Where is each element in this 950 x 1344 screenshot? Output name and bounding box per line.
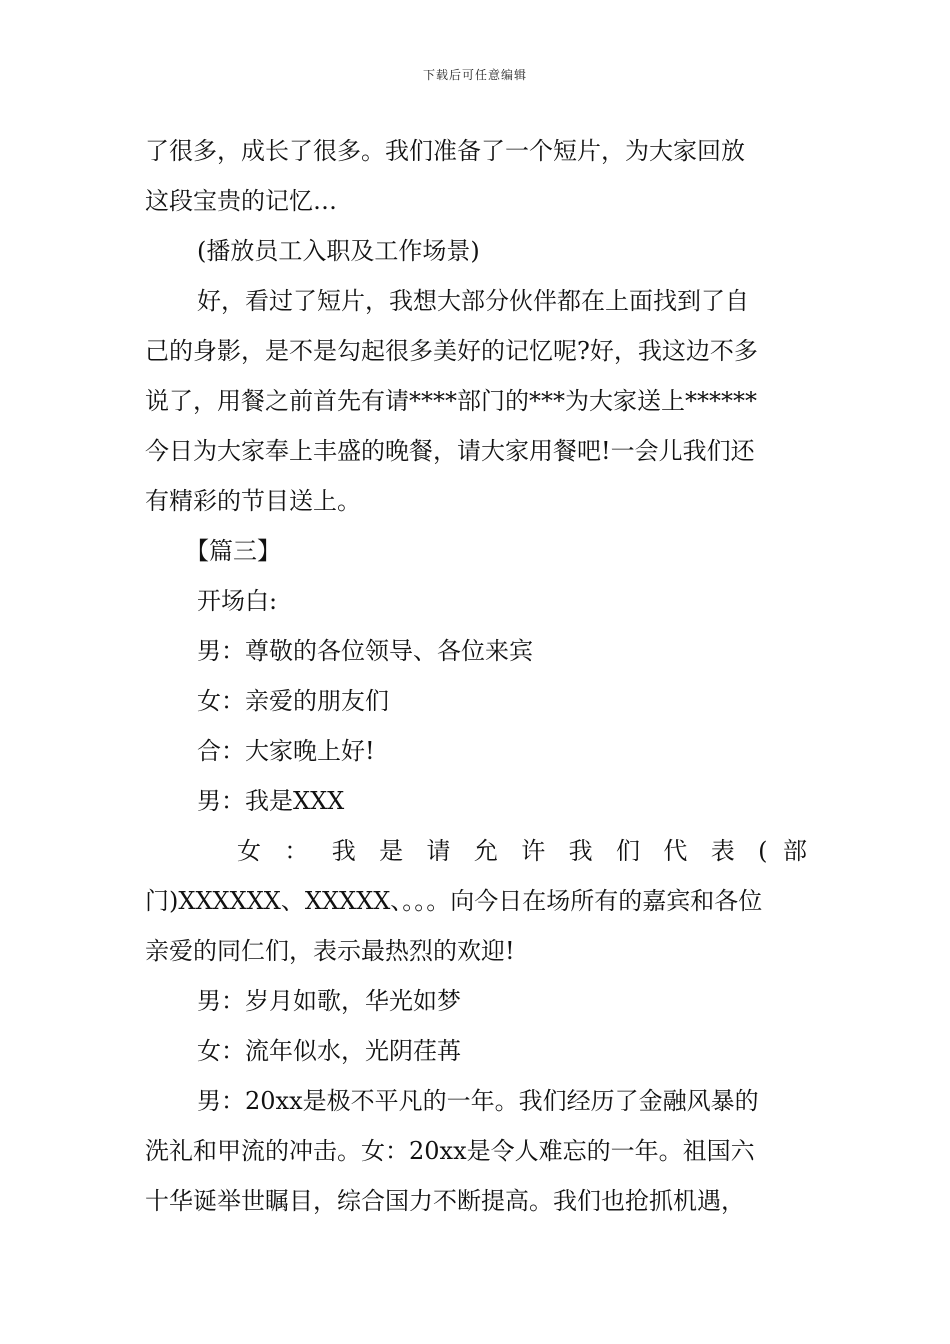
paragraph-line: 说了，用餐之前首先有请****部门的***为大家送上****** — [145, 387, 757, 415]
section-heading: 【篇三】 — [185, 537, 281, 565]
paragraph-line: 十华诞举世瞩目，综合国力不断提高。我们也抢抓机遇， — [145, 1187, 745, 1215]
paragraph-line: 有精彩的节目送上。 — [145, 487, 361, 515]
dialogue-line: 女 ： 我 是 请 允 许 我 们 代 表 ( 部 — [237, 837, 807, 865]
paragraph-line: 洗礼和甲流的冲击。女：20xx是令人难忘的一年。祖国六 — [145, 1137, 755, 1165]
paragraph-line: 开场白: — [197, 587, 278, 615]
paragraph-line: 这段宝贵的记忆… — [145, 187, 337, 215]
document-body — [145, 126, 807, 1226]
dialogue-line: 男：尊敬的各位领导、各位来宾 — [197, 637, 533, 665]
paragraph-line: 亲爱的同仁们，表示最热烈的欢迎! — [145, 937, 515, 965]
dialogue-line: 女：流年似水，光阴荏苒 — [197, 1037, 461, 1065]
dialogue-line: 男：岁月如歌，华光如梦 — [197, 987, 461, 1015]
paragraph-line: (播放员工入职及工作场景) — [197, 237, 480, 265]
dialogue-line: 合：大家晚上好! — [197, 737, 375, 765]
dialogue-line: 男：我是XXX — [197, 787, 345, 815]
paragraph-line: 今日为大家奉上丰盛的晚餐，请大家用餐吧!一会儿我们还 — [145, 437, 755, 465]
page-header: 下载后可任意编辑 — [422, 68, 527, 82]
paragraph-line: 门)XXXXXX、XXXXX、。。。向今日在场所有的嘉宾和各位 — [145, 887, 763, 915]
dialogue-line: 男：20xx是极不平凡的一年。我们经历了金融风暴的 — [197, 1087, 759, 1115]
dialogue-line: 女：亲爱的朋友们 — [197, 687, 389, 715]
paragraph-line: 了很多，成长了很多。我们准备了一个短片，为大家回放 — [145, 137, 745, 165]
paragraph-line: 好，看过了短片，我想大部分伙伴都在上面找到了自 — [197, 287, 749, 315]
paragraph-line: 己的身影，是不是勾起很多美好的记忆呢?好，我这边不多 — [145, 337, 758, 365]
